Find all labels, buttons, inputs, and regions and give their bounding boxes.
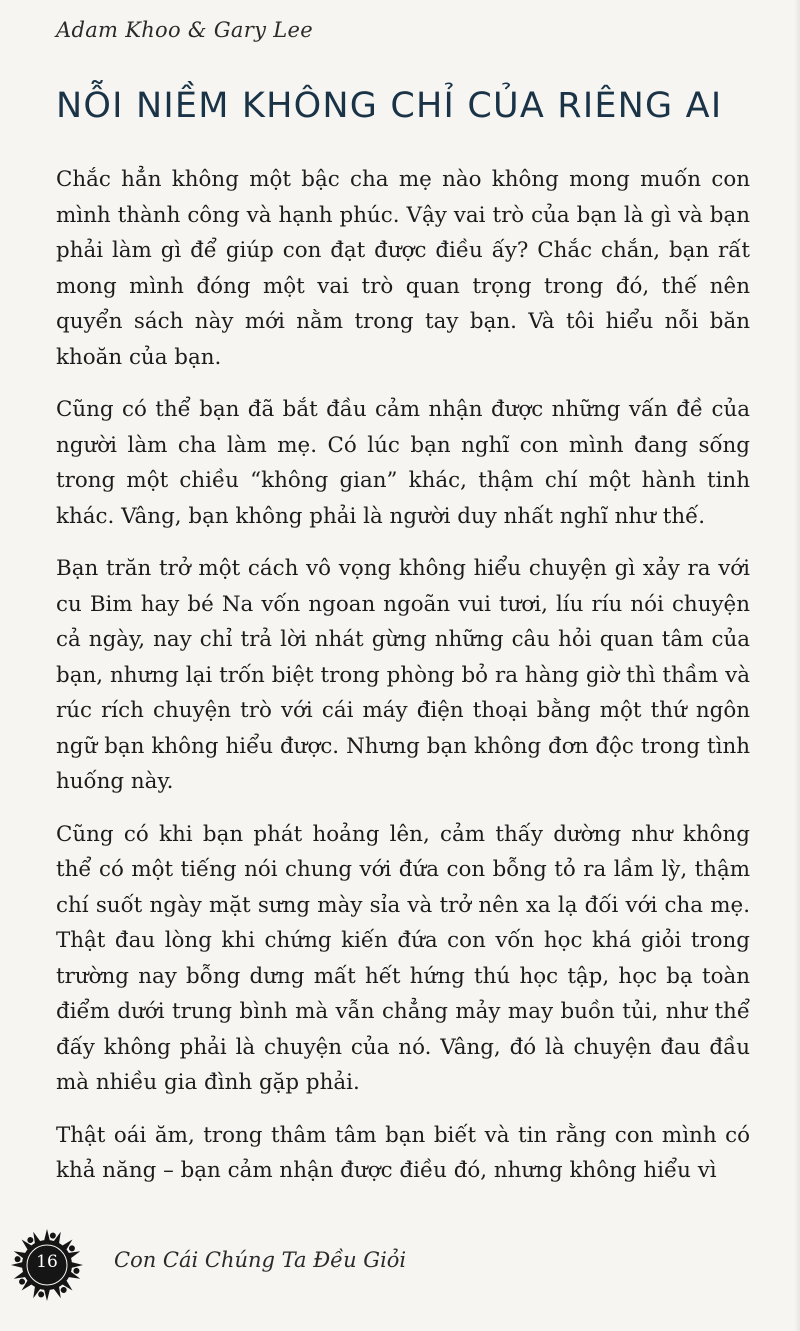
page-edge-shadow bbox=[794, 0, 800, 1331]
running-head: Adam Khoo & Gary Lee bbox=[56, 18, 313, 42]
footer-book-title: Con Cái Chúng Ta Đều Giỏi bbox=[114, 1248, 407, 1272]
paragraph: Bạn trăn trở một cách vô vọng không hiểu chuyện gì xảy ra với cu Bim hay bé Na vốn ngoan ngoãn vui tươi, líu ríu nói chuyện cả ngày, nay chỉ trả lời nhát gừng những câu hỏi quan tâm của bạn, nhưng lại trốn biệt trong phòng bỏ ra hàng giờ thì thầm và rúc rích chuyện trò với cái máy điện thoại bằng một thứ ngôn ngữ bạn không hiểu được. Nhưng bạn không đơn độc trong tình huống này. bbox=[56, 556, 750, 794]
page-number: 16 bbox=[36, 1252, 58, 1272]
paragraph: Cũng có thể bạn đã bắt đầu cảm nhận được những vấn đề của người làm cha làm mẹ. Có lúc bạn nghĩ con mình đang sống trong một chiều “không gian” khác, thậm chí một hành tinh khác. Vâng, bạn không phải là người duy nhất nghĩ như thế. bbox=[56, 397, 750, 529]
page-footer bbox=[0, 1228, 800, 1308]
paragraph: Thật oái ăm, trong thâm tâm bạn biết và tin rằng con mình có khả năng – bạn cảm nhận được điều đó, nhưng không hiểu vì bbox=[56, 1122, 750, 1183]
paragraph: Chắc hẳn không một bậc cha mẹ nào không mong muốn con mình thành công và hạnh phúc. Vậy vai trò của bạn là gì và bạn phải làm gì để giúp con đạt được điều ấy? Chắc chắn, bạn rất mong mình đóng một vai trò quan trọng trong đó, thế nên quyển sách này mới nằm trong tay bạn. Và tôi hiểu nỗi băn khoăn của bạn. bbox=[56, 167, 750, 370]
body-text bbox=[56, 162, 750, 1206]
paragraph: Cũng có khi bạn phát hoảng lên, cảm thấy dường như không thể có một tiếng nói chung với đứa con bỗng tỏ ra lầm lỳ, thậm chí suốt ngày mặt sưng mày sỉa và trở nên xa lạ đối với cha mẹ. Thật đau lòng khi chứng kiến đứa con vốn học khá giỏi trong trường nay bỗng dưng mất hết hứng thú học tập, học bạ toàn điểm dưới trung bình mà vẫn chẳng mảy may buồn tủi, như thể đấy không phải là chuyện của nó. Vâng, đó là chuyện đau đầu mà nhiều gia đình gặp phải. bbox=[56, 821, 750, 1095]
chapter-title: NỖI NIỀM KHÔNG CHỈ CỦA RIÊNG AI bbox=[56, 86, 723, 126]
